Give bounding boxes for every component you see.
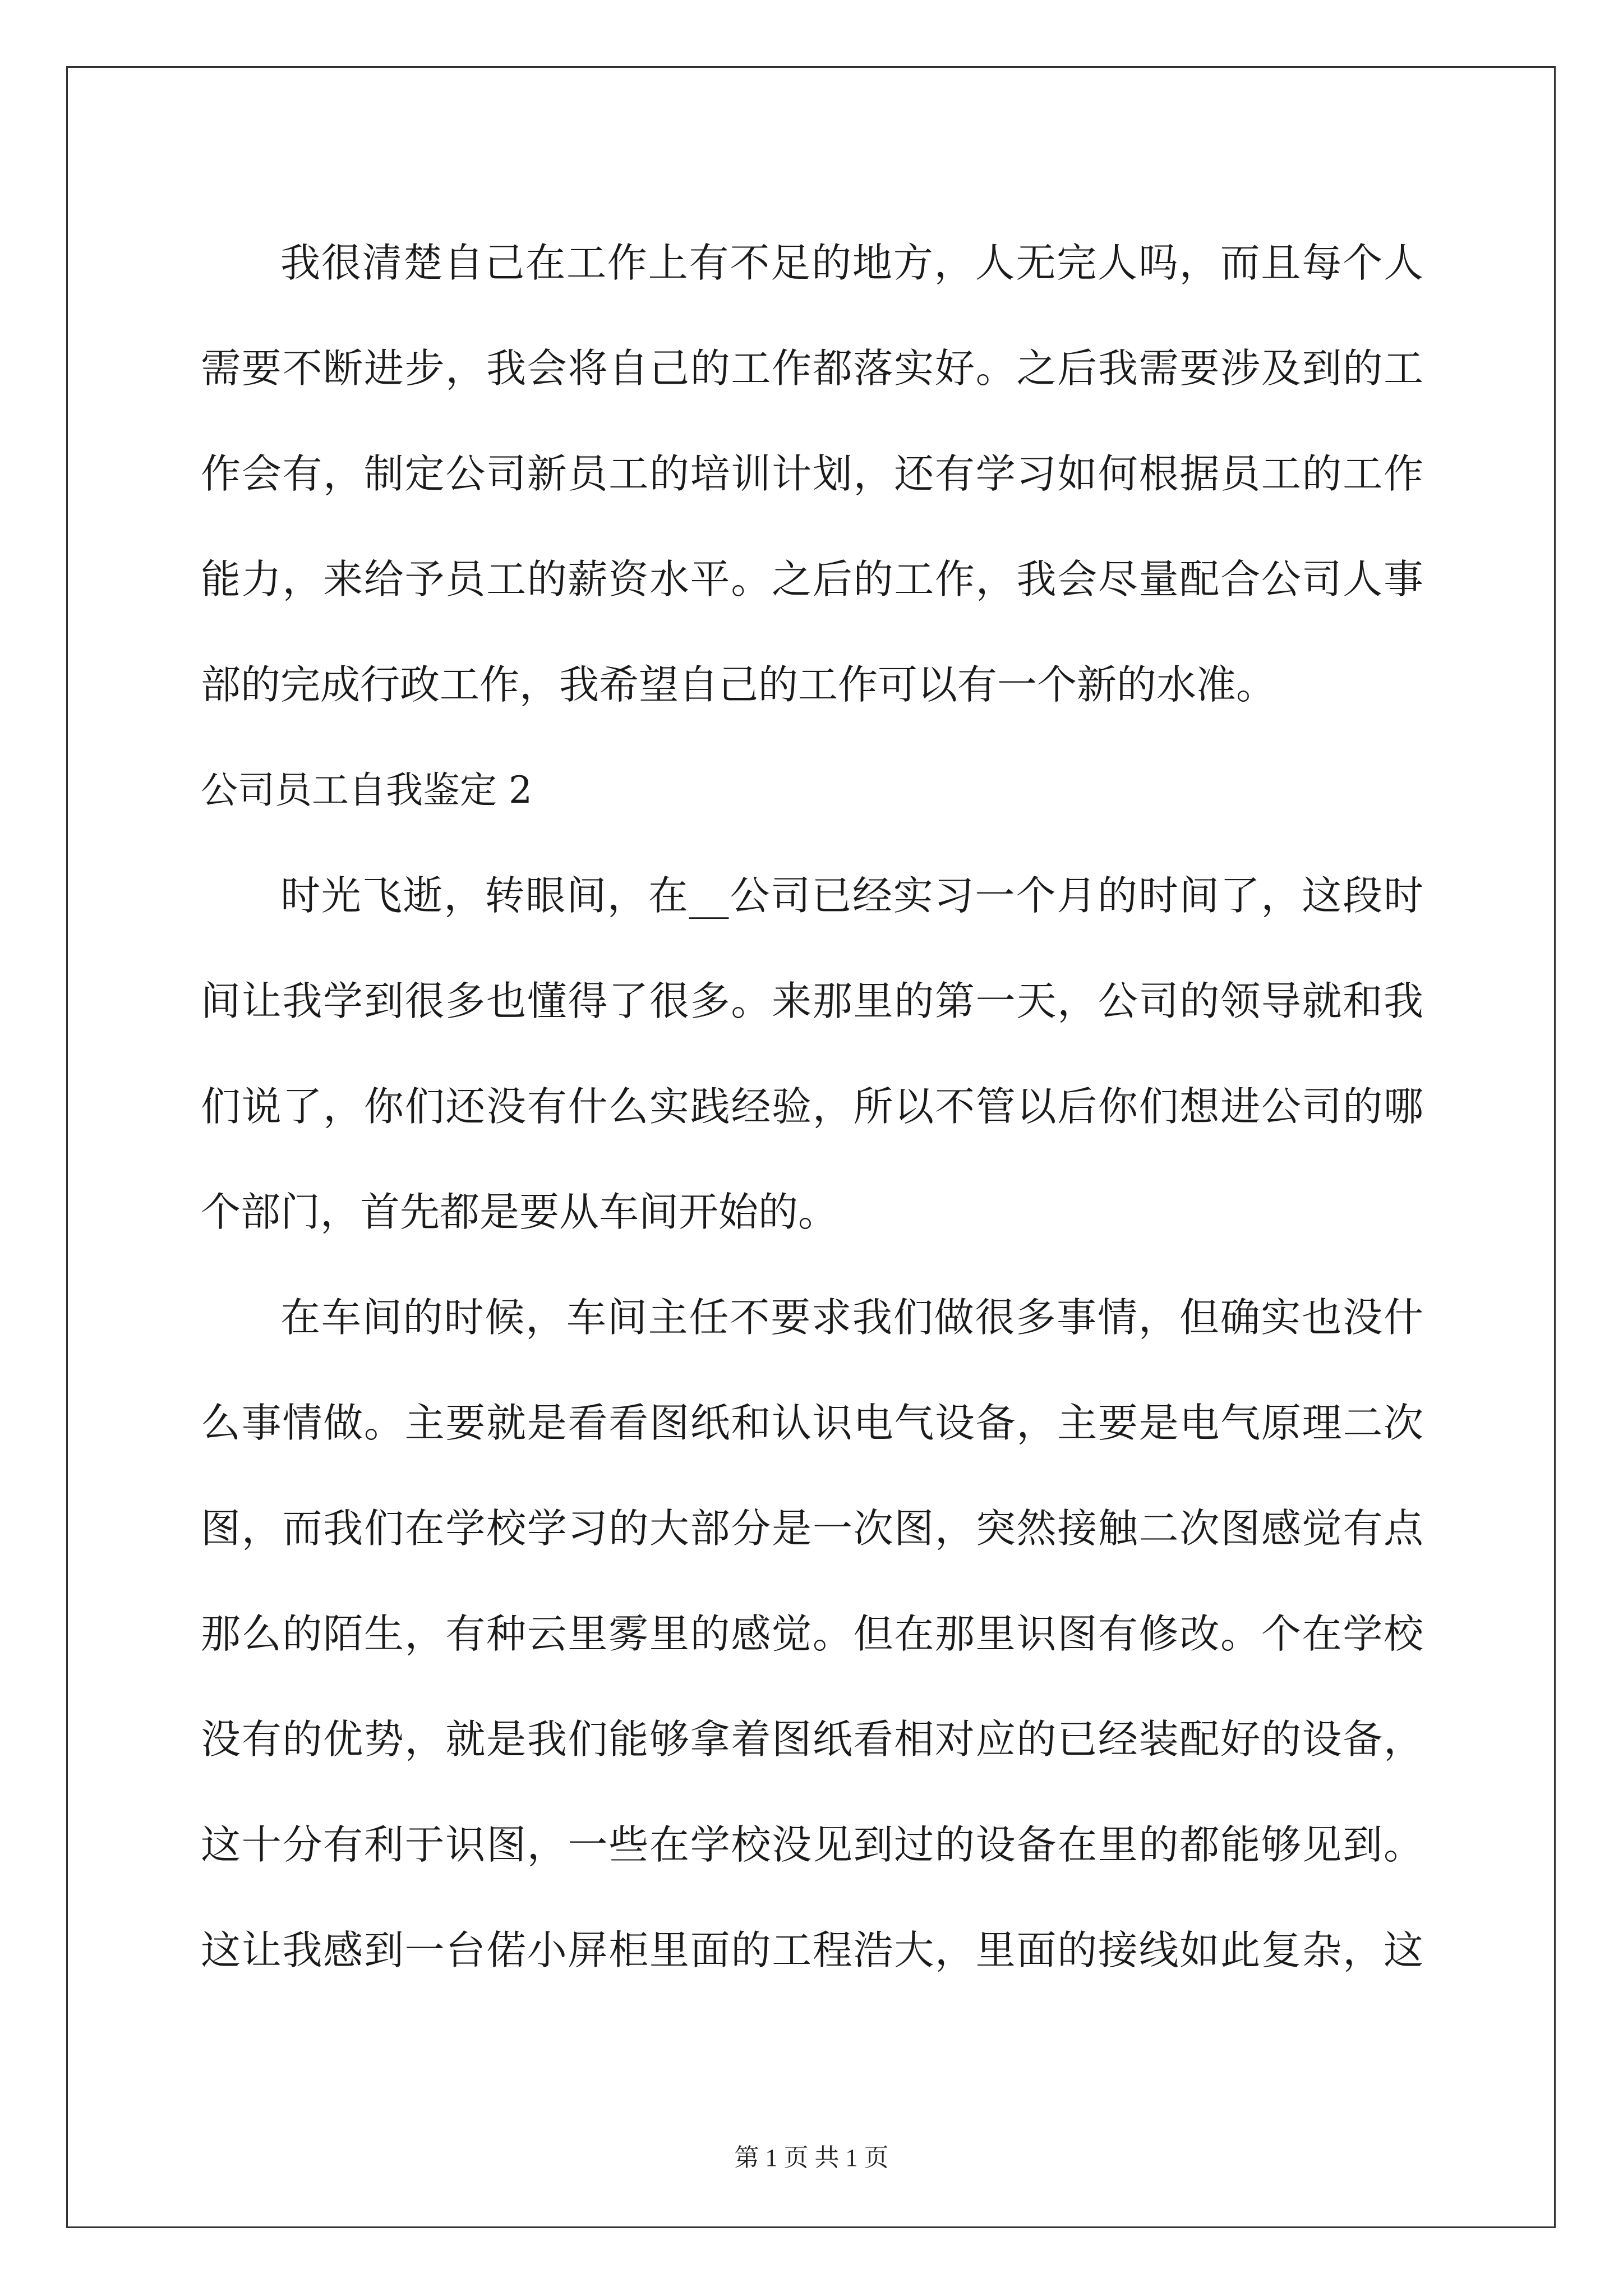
paragraph-line: 我很清楚自己在工作上有不足的地方，人无完人吗，而且每个人 <box>280 240 1423 286</box>
paragraph-line: 时光飞逝，转眼间，在__公司已经实习一个月的时间了，这段时 <box>280 872 1423 919</box>
paragraph-line: 需要不断进步，我会将自己的工作都落实好。之后我需要涉及到的工 <box>201 345 1423 392</box>
paragraph-line: 么事情做。主要就是看看图纸和认识电气设备，主要是电气原理二次 <box>201 1400 1423 1446</box>
paragraph-line: 没有的优势，就是我们能够拿着图纸看相对应的已经装配好的设备， <box>201 1716 1423 1763</box>
paragraph-line: 那么的陌生，有种云里雾里的感觉。但在那里识图有修改。个在学校 <box>201 1611 1423 1657</box>
section-heading: 公司员工自我鉴定 2 <box>201 769 532 812</box>
document-body <box>201 210 1423 2003</box>
page-number-footer: 第 1 页 共 1 页 <box>734 2144 889 2171</box>
paragraph-line: 作会有，制定公司新员工的培训计划，还有学习如何根据员工的工作 <box>201 450 1423 497</box>
paragraph-line: 间让我学到很多也懂得了很多。来那里的第一天，公司的领导就和我 <box>201 978 1423 1024</box>
paragraph-line: 部的完成行政工作，我希望自己的工作可以有一个新的水准。 <box>201 661 1276 708</box>
paragraph-line: 能力，来给予员工的薪资水平。之后的工作，我会尽量配合公司人事 <box>201 556 1423 602</box>
paragraph-line: 这让我感到一台偌小屏柜里面的工程浩大，里面的接线如此复杂，这 <box>201 1927 1423 1973</box>
paragraph-line: 这十分有利于识图，一些在学校没见到过的设备在里的都能够见到。 <box>201 1821 1423 1868</box>
paragraph-line: 个部门，首先都是要从车间开始的。 <box>201 1189 838 1235</box>
paragraph-line: 图，而我们在学校学习的大部分是一次图，突然接触二次图感觉有点 <box>201 1505 1423 1552</box>
paragraph-line: 在车间的时候，车间主任不要求我们做很多事情，但确实也没什 <box>280 1294 1423 1341</box>
paragraph-line: 们说了，你们还没有什么实践经验，所以不管以后你们想进公司的哪 <box>201 1083 1423 1130</box>
